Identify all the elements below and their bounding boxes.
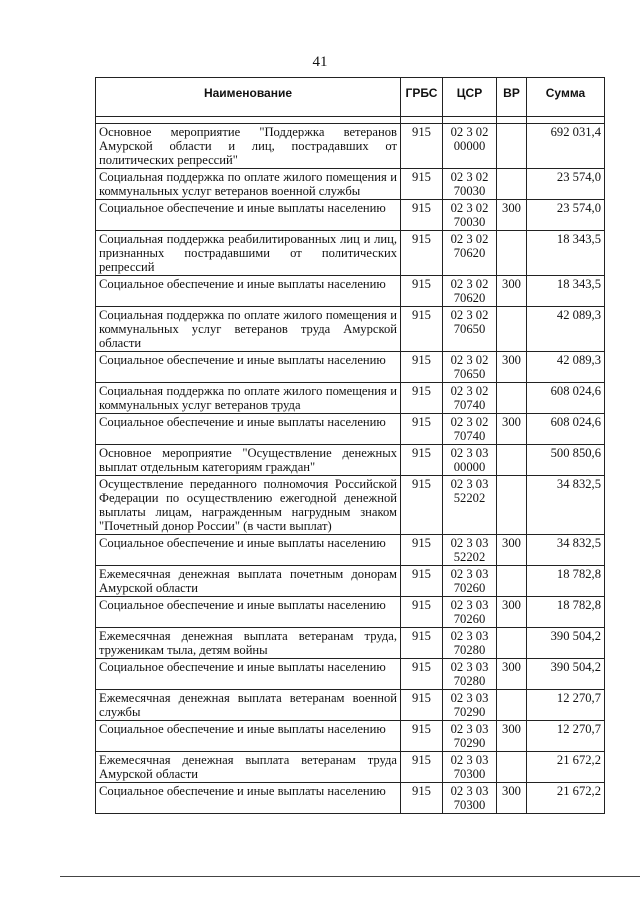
header-spacer-row	[96, 117, 605, 124]
cell-name: Социальное обеспечение и иные выплаты населению	[96, 535, 401, 566]
cell-grbs: 915	[401, 566, 443, 597]
cell-sum: 34 832,5	[527, 535, 605, 566]
cell-csr: 02 3 03 70280	[443, 659, 497, 690]
cell-sum: 692 031,4	[527, 124, 605, 169]
cell-csr: 02 3 03 70300	[443, 752, 497, 783]
cell-sum: 608 024,6	[527, 383, 605, 414]
page-number: 41	[312, 54, 328, 70]
table-row	[96, 352, 605, 383]
cell-csr: 02 3 03 70260	[443, 597, 497, 628]
cell-vr	[497, 752, 527, 783]
table-row	[96, 124, 605, 169]
cell-csr: 02 3 03 52202	[443, 476, 497, 535]
cell-csr: 02 3 02 70030	[443, 200, 497, 231]
cell-grbs: 915	[401, 169, 443, 200]
table-row	[96, 414, 605, 445]
table-row	[96, 659, 605, 690]
table-row	[96, 276, 605, 307]
cell-name: Социальная поддержка по оплате жилого помещения и коммунальных услуг ветеранов труда Амурской области	[96, 307, 401, 352]
cell-grbs: 915	[401, 352, 443, 383]
cell-sum: 42 089,3	[527, 307, 605, 352]
cell-name: Основное мероприятие "Осуществление денежных выплат отдельным категориям граждан"	[96, 445, 401, 476]
cell-vr	[497, 124, 527, 169]
cell-vr	[497, 383, 527, 414]
cell-csr: 02 3 02 70740	[443, 414, 497, 445]
cell-name: Социальное обеспечение и иные выплаты населению	[96, 659, 401, 690]
table-row	[96, 445, 605, 476]
header-sum: Сумма	[527, 78, 605, 117]
cell-vr: 300	[497, 597, 527, 628]
cell-vr: 300	[497, 721, 527, 752]
cell-name: Социальная поддержка по оплате жилого помещения и коммунальных услуг ветеранов труда	[96, 383, 401, 414]
cell-csr: 02 3 03 70290	[443, 721, 497, 752]
cell-vr: 300	[497, 276, 527, 307]
cell-grbs: 915	[401, 124, 443, 169]
cell-csr: 02 3 02 70030	[443, 169, 497, 200]
cell-vr	[497, 169, 527, 200]
cell-vr: 300	[497, 414, 527, 445]
cell-vr: 300	[497, 200, 527, 231]
cell-grbs: 915	[401, 783, 443, 814]
table-row	[96, 169, 605, 200]
table-row	[96, 383, 605, 414]
cell-grbs: 915	[401, 628, 443, 659]
cell-sum: 18 782,8	[527, 597, 605, 628]
cell-vr	[497, 476, 527, 535]
table-row	[96, 231, 605, 276]
table-row	[96, 535, 605, 566]
cell-sum: 18 343,5	[527, 231, 605, 276]
cell-grbs: 915	[401, 200, 443, 231]
cell-csr: 02 3 02 70620	[443, 276, 497, 307]
cell-vr	[497, 307, 527, 352]
table-row	[96, 597, 605, 628]
cell-sum: 12 270,7	[527, 721, 605, 752]
cell-csr: 02 3 02 70650	[443, 352, 497, 383]
cell-sum: 12 270,7	[527, 690, 605, 721]
header-name: Наименование	[96, 78, 401, 117]
cell-name: Осуществление переданного полномочия Российской Федерации по осуществлению ежегодной денежной выплаты лицам, награжденным нагрудным знаком "Почетный донор России" (в части выплат)	[96, 476, 401, 535]
table-row	[96, 200, 605, 231]
cell-vr	[497, 628, 527, 659]
cell-vr	[497, 231, 527, 276]
budget-table	[95, 77, 605, 814]
cell-name: Социальная поддержка реабилитированных лиц и лиц, признанных пострадавшими от политических репрессий	[96, 231, 401, 276]
cell-grbs: 915	[401, 721, 443, 752]
cell-grbs: 915	[401, 659, 443, 690]
cell-name: Социальная поддержка по оплате жилого помещения и коммунальных услуг ветеранов военной службы	[96, 169, 401, 200]
cell-vr	[497, 566, 527, 597]
cell-sum: 500 850,6	[527, 445, 605, 476]
cell-sum: 390 504,2	[527, 628, 605, 659]
cell-grbs: 915	[401, 231, 443, 276]
cell-vr	[497, 445, 527, 476]
cell-grbs: 915	[401, 445, 443, 476]
cell-grbs: 915	[401, 276, 443, 307]
cell-csr: 02 3 02 70650	[443, 307, 497, 352]
header-vr: ВР	[497, 78, 527, 117]
cell-csr: 02 3 03 70280	[443, 628, 497, 659]
header-grbs: ГРБС	[401, 78, 443, 117]
table-row	[96, 628, 605, 659]
cell-vr: 300	[497, 659, 527, 690]
cell-name: Социальное обеспечение и иные выплаты населению	[96, 276, 401, 307]
cell-name: Социальное обеспечение и иные выплаты населению	[96, 597, 401, 628]
table-row	[96, 566, 605, 597]
cell-csr: 02 3 03 00000	[443, 445, 497, 476]
cell-sum: 390 504,2	[527, 659, 605, 690]
cell-vr: 300	[497, 535, 527, 566]
table-row	[96, 307, 605, 352]
cell-csr: 02 3 03 70290	[443, 690, 497, 721]
cell-name: Социальное обеспечение и иные выплаты населению	[96, 352, 401, 383]
cell-csr: 02 3 02 00000	[443, 124, 497, 169]
cell-name: Ежемесячная денежная выплата почетным донорам Амурской области	[96, 566, 401, 597]
cell-name: Ежемесячная денежная выплата ветеранам военной службы	[96, 690, 401, 721]
cell-grbs: 915	[401, 690, 443, 721]
cell-sum: 21 672,2	[527, 752, 605, 783]
cell-sum: 18 782,8	[527, 566, 605, 597]
cell-grbs: 915	[401, 535, 443, 566]
table-body	[96, 117, 605, 814]
cell-csr: 02 3 03 70300	[443, 783, 497, 814]
cell-csr: 02 3 03 52202	[443, 535, 497, 566]
cell-name: Ежемесячная денежная выплата ветеранам труда, труженикам тыла, детям войны	[96, 628, 401, 659]
page-bottom-rule	[60, 876, 640, 877]
cell-grbs: 915	[401, 476, 443, 535]
cell-name: Основное мероприятие "Поддержка ветеранов Амурской области и лиц, пострадавших от политических репрессий"	[96, 124, 401, 169]
cell-sum: 21 672,2	[527, 783, 605, 814]
cell-sum: 34 832,5	[527, 476, 605, 535]
table-row	[96, 752, 605, 783]
header-csr: ЦСР	[443, 78, 497, 117]
cell-grbs: 915	[401, 383, 443, 414]
cell-vr: 300	[497, 783, 527, 814]
cell-name: Ежемесячная денежная выплата ветеранам труда Амурской области	[96, 752, 401, 783]
cell-sum: 42 089,3	[527, 352, 605, 383]
cell-name: Социальное обеспечение и иные выплаты населению	[96, 783, 401, 814]
cell-grbs: 915	[401, 752, 443, 783]
cell-name: Социальное обеспечение и иные выплаты населению	[96, 414, 401, 445]
cell-vr: 300	[497, 352, 527, 383]
cell-csr: 02 3 02 70740	[443, 383, 497, 414]
cell-sum: 608 024,6	[527, 414, 605, 445]
cell-grbs: 915	[401, 597, 443, 628]
cell-sum: 23 574,0	[527, 200, 605, 231]
cell-csr: 02 3 02 70620	[443, 231, 497, 276]
cell-vr	[497, 690, 527, 721]
cell-sum: 18 343,5	[527, 276, 605, 307]
cell-name: Социальное обеспечение и иные выплаты населению	[96, 200, 401, 231]
table-row	[96, 476, 605, 535]
cell-name: Социальное обеспечение и иные выплаты населению	[96, 721, 401, 752]
cell-csr: 02 3 03 70260	[443, 566, 497, 597]
table-row	[96, 721, 605, 752]
table-row	[96, 690, 605, 721]
table-row	[96, 783, 605, 814]
cell-grbs: 915	[401, 414, 443, 445]
cell-grbs: 915	[401, 307, 443, 352]
cell-sum: 23 574,0	[527, 169, 605, 200]
table-header-row	[96, 78, 605, 117]
